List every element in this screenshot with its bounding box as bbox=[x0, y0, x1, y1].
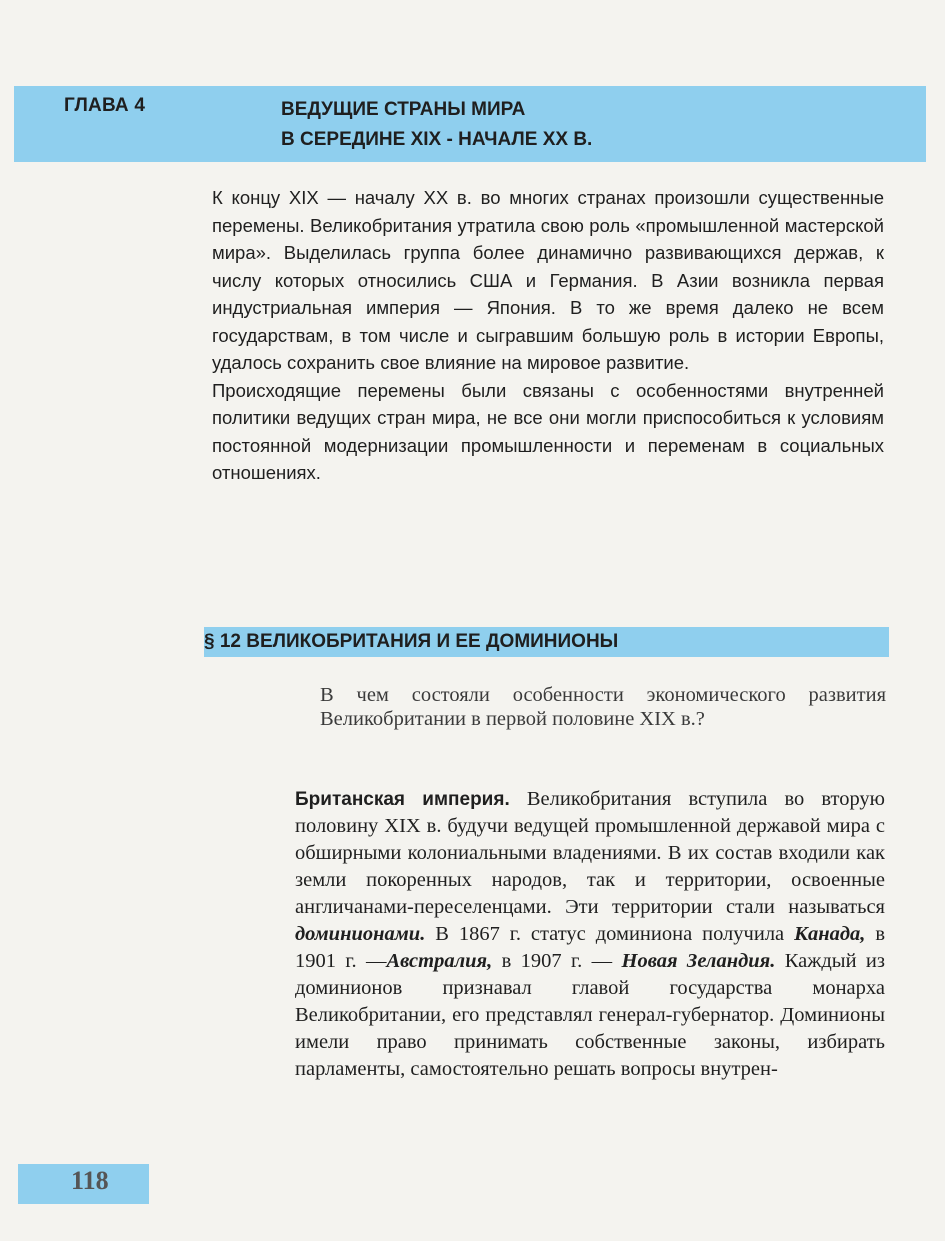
chapter-title-line-2: В СЕРЕДИНЕ XIX - НАЧАЛЕ XX В. bbox=[281, 129, 593, 150]
text-run: в 1907 г. — bbox=[492, 950, 622, 972]
chapter-intro bbox=[212, 184, 884, 487]
chapter-title-line-1: ВЕДУЩИЕ СТРАНЫ МИРА bbox=[281, 99, 526, 120]
text-run: в 1901 г. — bbox=[295, 923, 885, 972]
subsection-heading: Британская империя. bbox=[295, 789, 510, 810]
term-canada: Канада, bbox=[794, 923, 866, 945]
term-dominions: доминионами. bbox=[295, 923, 426, 945]
main-paragraph bbox=[295, 786, 885, 1083]
review-question-text: В чем состояли особенности экономического развития Великобритании в первой половине XIX в.? bbox=[320, 684, 886, 730]
term-australia: Австралия, bbox=[386, 950, 493, 972]
term-new-zealand: Новая Зеландия. bbox=[621, 950, 776, 972]
intro-paragraph-2: Происходящие перемены были связаны с особенностями внутренней политики ведущих стран мира, не все они могли приспособиться к условиям постоянной модернизации промышленности и переменам в социальных отношениях. bbox=[212, 379, 884, 483]
text-run: В 1867 г. статус доминиона получила bbox=[425, 923, 795, 945]
chapter-title bbox=[281, 95, 592, 155]
text-run: Великобритания вступила во вторую половину XIX в. будучи ведущей промышленной державой мира с обширными колониальными владениями. В их состав входили как земли покоренных народов, так и территории, освоенные англичанами-переселенцами. Эти территории стали называться bbox=[295, 788, 886, 918]
main-text bbox=[295, 786, 885, 1083]
chapter-label: ГЛАВА 4 bbox=[64, 95, 146, 116]
page-number: 118 bbox=[71, 1166, 109, 1195]
review-question bbox=[320, 683, 886, 731]
text-run: Каждый из доминионов признавал главой государства монарха Великобритании, его представлял генерал-губернатор. Доминионы имели право принимать собственные законы, избирать парламенты, самостоятельно решать вопросы внутрен- bbox=[295, 950, 885, 1080]
intro-paragraph-1: К концу XIX — началу XX в. во многих странах произошли существенные перемены. Великобритания утратила свою роль «промышленной мастерской мира». Выделилась группа более динамично развивающихся держав, к числу которых относились США и Германия. В Азии возникла первая индустриальная империя — Япония. В то же время далеко не всем государствам, в том числе и сыгравшим большую роль в истории Европы, удалось сохранить свое влияние на мировое развитие. bbox=[212, 187, 884, 373]
section-title: § 12 ВЕЛИКОБРИТАНИЯ И ЕЕ ДОМИНИОНЫ bbox=[204, 631, 619, 652]
